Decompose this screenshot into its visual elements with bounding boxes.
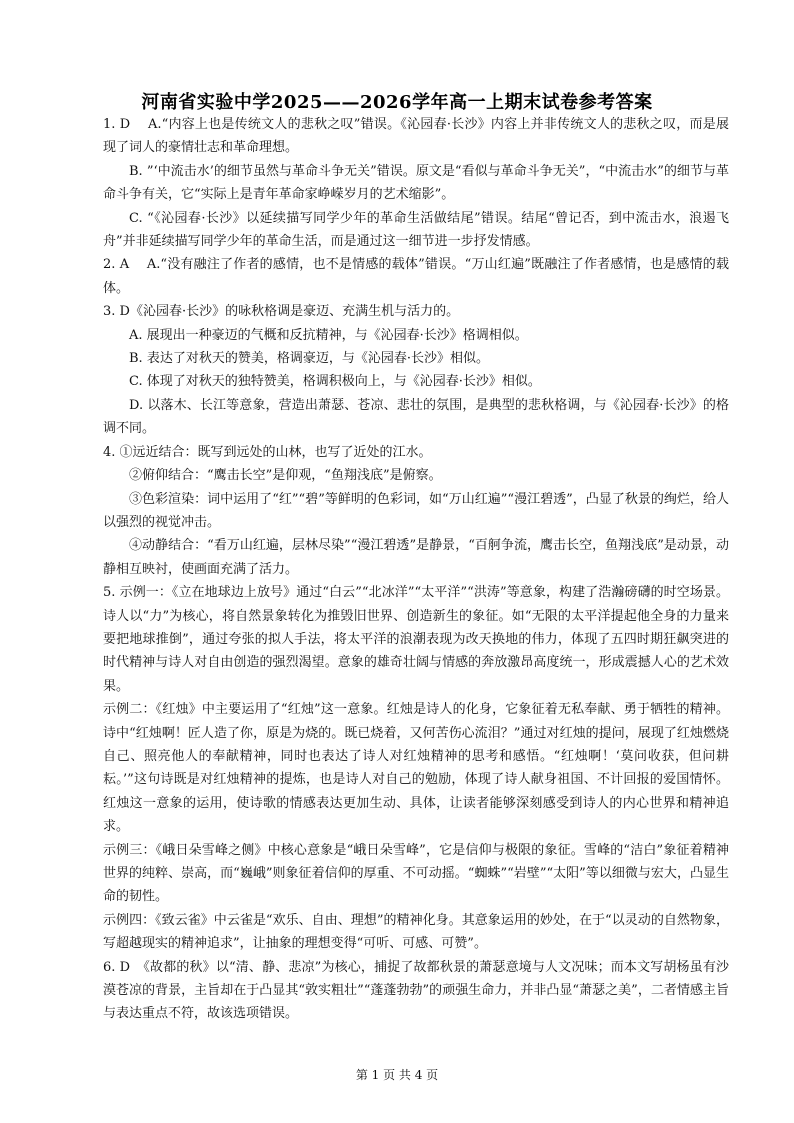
- answer-4-3: ③色彩渲染：词中运用了“红”“碧”等鲜明的色彩词，如“万山红遍”“漫江碧透”，凸显了秋景的绚烂，给人以强烈的视觉冲击。: [103, 491, 729, 530]
- answer-5-example-1: 5. 示例一：《立在地球边上放号》通过“白云”“北冰洋”“太平洋”“洪涛”等意象，构建了浩瀚磅礴的时空场景。诗人以“力”为核心，将自然景象转化为推毁旧世界、创造新生的象征。如“无限的太平洋提起他全身的力量来要把地球推倒”，通过夸张的拟人手法，将太平洋的浪潮表现为改天换地的伟力，体现了五四时期狂飙突进的时代精神与诗人对自由创造的强烈渴望。意象的雄奇壮阔与情感的奔放激昂高度统一，形成震撼人心的艺术效果。: [103, 585, 729, 694]
- answer-6: 6. D 《故都的秋》以“清、静、悲凉”为核心，捕捉了故都秋景的萧瑟意境与人文况味；而本文写胡杨虽有沙漠苍凉的背景，主旨却在于凸显其“敦实粗壮”“蓬蓬勃勃”的顽强生命力，并非凸显“萧瑟之美”，二者情感主旨与表达重点不符，故该选项错误。: [103, 959, 729, 1022]
- answer-3-a: A. 展现出一种豪迈的气概和反抗精神，与《沁园春·长沙》格调相似。: [129, 327, 528, 343]
- answer-5-example-2: 示例二：《红烛》中主要运用了“红烛”这一意象。红烛是诗人的化身，它象征着无私奉献、勇于牺牲的精神。诗中“红烛啊！匠人造了你，原是为烧的。既已烧着，又何苦伤心流泪？”通过对红烛的提问，展现了红烛燃烧自己、照亮他人的奉献精神，同时也表达了诗人对红烛精神的思考和感悟。“红烛啊！‘莫问收获，但问耕耘。’”这句诗既是对红烛精神的提炼，也是诗人对自己的勉励，体现了诗人献身祖国、不计回报的爱国情怀。红烛这一意象的运用，使诗歌的情感表达更加生动、具体，让读者能够深刻感受到诗人的内心世界和精神追求。: [103, 702, 729, 835]
- answer-3-c: C. 体现了对秋天的独特赞美，格调积极向上，与《沁园春·长沙》相似。: [129, 374, 541, 390]
- answer-4-2: ②俯仰结合：“鹰击长空”是仰观，“鱼翔浅底”是俯察。: [129, 468, 442, 484]
- answer-3-b: B. 表达了对秋天的赞美，格调豪迈，与《沁园春·长沙》相似。: [129, 351, 489, 367]
- answer-3: 3. D《沁园春·长沙》的咏秋格调是豪迈、充满生机与活力的。: [103, 304, 460, 320]
- answer-1-a: 1. D A.“内容上也是传统文人的悲秋之叹”错误。《沁园春·长沙》内容上并非传统文人的悲秋之叹，而是展现了词人的豪情壮志和革命理想。: [103, 117, 729, 156]
- answer-4-4: ④动静结合：“看万山红遍，层林尽染”“漫江碧透”是静景，“百舸争流，鹰击长空，鱼翔浅底”是动景，动静相互映衬，使画面充满了活力。: [103, 538, 729, 577]
- answer-1-b: B. ”‘中流击水’的细节虽然与革命斗争无关”错误。原文是“看似与革命斗争无关”，“中流击水”的细节与革命斗争有关，它“实际上是青年革命家峥嵘岁月的艺术缩影”。: [103, 163, 729, 203]
- answer-5-example-3: 示例三：《峨日朵雪峰之侧》中核心意象是“峨日朵雪峰”，它是信仰与极限的象征。雪峰的“洁白”象征着精神世界的纯粹、崇高，而“巍峨”则象征着信仰的厚重、不可动摇。“蜘蛛”“岩壁”“太阳”等以细微与宏大，凸显生命的韧性。: [103, 842, 729, 905]
- answer-5-example-4: 示例四：《致云雀》中云雀是“欢乐、自由、理想”的精神化身。其意象运用的妙处，在于“以灵动的自然物象，写超越现实的精神追求”，让抽象的理想变得“可听、可感、可赞”。: [103, 912, 729, 952]
- answer-1-c: C. “《沁园春·长沙》以延续描写同学少年的革命生活做结尾”错误。结尾“曾记否，到中流击水，浪遏飞舟”并非延续描写同学少年的革命生活，而是通过这一细节进一步抒发情感。: [103, 210, 729, 250]
- page-footer: 第 1 页 共 4 页: [355, 1068, 439, 1082]
- page-title: 河南省实验中学2025——2026学年高一上期末试卷参考答案: [141, 92, 653, 113]
- answer-3-d: D. 以落木、长江等意象，营造出萧瑟、苍凉、悲壮的氛围，是典型的悲秋格调，与《沁园春·长沙》的格调不同。: [103, 397, 729, 437]
- answer-4-1: 4. ①远近结合：既写到远处的山林，也写了近处的江水。: [103, 444, 432, 460]
- answer-2: 2. A A.“没有融注了作者的感情，也不是情感的载体”错误。“万山红遍”既融注了作者感情，也是感情的载体。: [103, 257, 729, 296]
- answer-body: [103, 113, 729, 1026]
